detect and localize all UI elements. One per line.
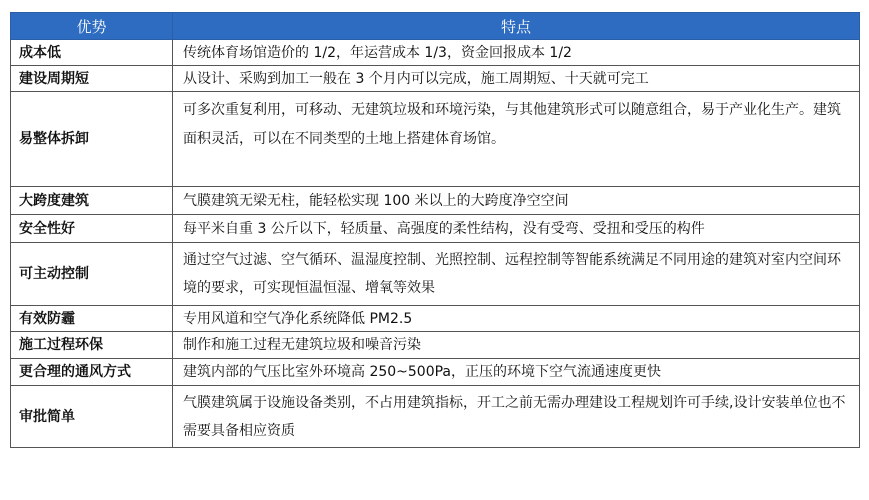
- feature-cell: 专用风道和空气净化系统降低 PM2.5: [173, 306, 860, 332]
- table-row: [11, 66, 860, 92]
- advantage-cell: 安全性好: [11, 215, 173, 243]
- feature-cell: 通过空气过滤、空气循环、温湿度控制、光照控制、远程控制等智能系统满足不同用途的建筑对室内空间环境的要求，可实现恒温恒湿、增氧等效果: [173, 243, 860, 306]
- table-row: [11, 306, 860, 332]
- advantage-cell: 建设周期短: [11, 66, 173, 92]
- table-row: [11, 215, 860, 243]
- advantages-table: [10, 12, 860, 448]
- header-feature: 特点: [173, 13, 860, 40]
- comparison-table-container: [10, 12, 859, 448]
- table-row: [11, 386, 860, 448]
- table-row: [11, 243, 860, 306]
- feature-cell: 可多次重复利用，可移动、无建筑垃圾和环境污染，与其他建筑形式可以随意组合，易于产业化生产。建筑面积灵活，可以在不同类型的土地上搭建体育场馆。: [173, 92, 860, 187]
- feature-cell: 制作和施工过程无建筑垃圾和噪音污染: [173, 332, 860, 359]
- advantage-cell: 有效防霾: [11, 306, 173, 332]
- feature-cell: 建筑内部的气压比室外环境高 250~500Pa，正压的环境下空气流通速度更快: [173, 359, 860, 386]
- feature-cell: 气膜建筑无梁无柱，能轻松实现 100 米以上的大跨度净空空间: [173, 187, 860, 215]
- table-header-row: [11, 13, 860, 40]
- table-row: [11, 332, 860, 359]
- advantage-cell: 成本低: [11, 40, 173, 66]
- header-advantage: 优势: [11, 13, 173, 40]
- advantage-cell: 易整体拆卸: [11, 92, 173, 187]
- advantage-cell: 施工过程环保: [11, 332, 173, 359]
- feature-cell: 每平米自重 3 公斤以下，轻质量、高强度的柔性结构，没有受弯、受扭和受压的构件: [173, 215, 860, 243]
- advantage-cell: 大跨度建筑: [11, 187, 173, 215]
- table-row: [11, 359, 860, 386]
- feature-cell: 气膜建筑属于设施设备类别，不占用建筑指标，开工之前无需办理建设工程规划许可手续,设计安装单位也不需要具备相应资质: [173, 386, 860, 448]
- table-row: [11, 92, 860, 187]
- advantage-cell: 审批简单: [11, 386, 173, 448]
- advantage-cell: 更合理的通风方式: [11, 359, 173, 386]
- table-row: [11, 187, 860, 215]
- feature-cell: 传统体育场馆造价的 1/2，年运营成本 1/3，资金回报成本 1/2: [173, 40, 860, 66]
- feature-cell: 从设计、采购到加工一般在 3 个月内可以完成，施工周期短、十天就可完工: [173, 66, 860, 92]
- advantage-cell: 可主动控制: [11, 243, 173, 306]
- table-row: [11, 40, 860, 66]
